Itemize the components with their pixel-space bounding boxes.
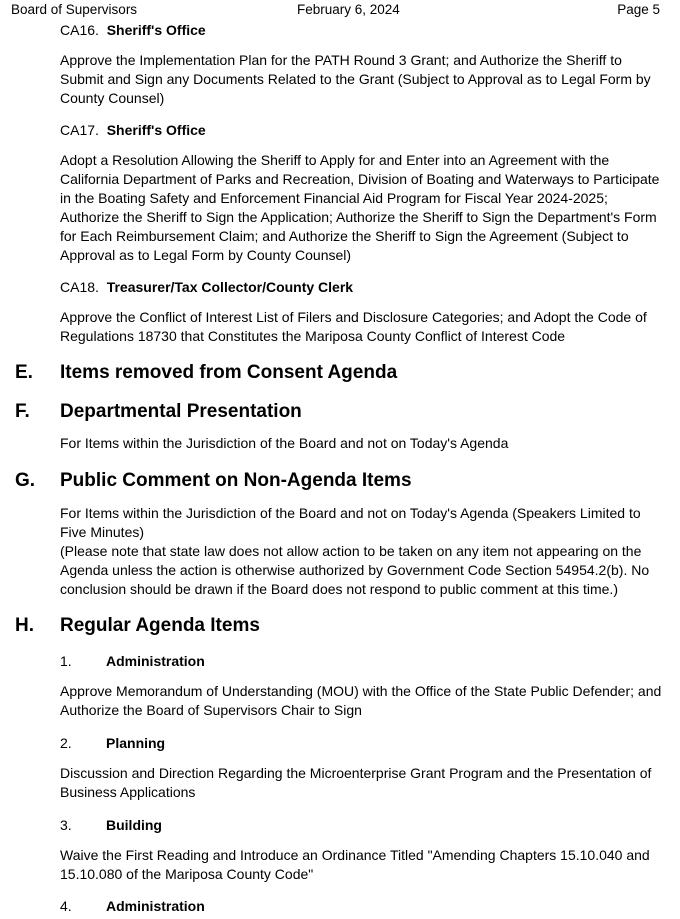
consent-item-ca17-description: Adopt a Resolution Allowing the Sheriff to Apply for and Enter into an Agreement with the California Department of Parks and Recreation, Division of Boating and Waterways to Participate in the Boating Safety and Enforcement Financial Aid Program for Fiscal Year 2024-2025; Authorize the Sheriff to Sign the Application; Authorize the Sheriff to Sign the Department's Form for Each Reimbursement Claim; and Authorize the Sheriff to Sign the Agreement (Subject to Approval as to Legal Form by County Counsel): [60, 152, 660, 263]
section-title: Departmental Presentation: [60, 401, 302, 422]
section-title: Public Comment on Non-Agenda Items: [60, 470, 412, 491]
header-board-name: Board of Supervisors: [11, 2, 138, 17]
regular-item-number: 4.: [60, 898, 72, 914]
consent-item-ca16-description: Approve the Implementation Plan for the PATH Round 3 Grant; and Authorize the Sheriff to Submit and Sign any Documents Related to the Grant (Subject to Approval as to Legal Form by County Counsel): [60, 52, 651, 106]
section-g-text-1: For Items within the Jurisdiction of the Board and not on Today's Agenda (Speakers Limited to Five Minutes): [60, 505, 641, 540]
regular-item-number: 1.: [60, 653, 72, 669]
regular-item-number: 3.: [60, 817, 72, 833]
consent-item-department: Sheriff's Office: [106, 22, 206, 38]
section-title: Regular Agenda Items: [60, 615, 260, 636]
section-f-text: For Items within the Jurisdiction of the Board and not on Today's Agenda: [60, 435, 509, 451]
section-letter: G.: [15, 470, 36, 491]
section-f-heading: [15, 400, 302, 424]
regular-item-number: 2.: [60, 735, 72, 751]
section-e-heading: [15, 361, 397, 385]
regular-item-department: Planning: [106, 735, 166, 751]
consent-item-ca16-heading: [60, 21, 206, 40]
regular-item-2-description: Discussion and Direction Regarding the Microenterprise Grant Program and the Presentation of Business Applications: [60, 765, 652, 800]
page-header: [11, 1, 660, 19]
section-letter: H.: [15, 615, 34, 636]
regular-item-1-description: Approve Memorandum of Understanding (MOU) with the Office of the State Public Defender; and Authorize the Board of Supervisors Chair to Sign: [60, 683, 662, 718]
section-letter: F.: [15, 401, 30, 422]
consent-item-department: Sheriff's Office: [106, 122, 206, 138]
regular-item-department: Administration: [106, 898, 205, 914]
consent-item-number: CA16.: [60, 22, 99, 38]
consent-item-number: CA17.: [60, 122, 99, 138]
regular-item-department: Building: [106, 817, 162, 833]
regular-item-1-heading: [60, 652, 205, 671]
consent-item-number: CA18.: [60, 279, 99, 295]
consent-item-ca18-heading: [60, 278, 353, 297]
regular-item-2-heading: [60, 734, 165, 753]
regular-item-department: Administration: [106, 653, 205, 669]
section-h-heading: [15, 614, 260, 638]
header-date: February 6, 2024: [297, 2, 400, 17]
section-g-text-2: (Please note that state law does not allow action to be taken on any item not appearing on the Agenda unless the action is otherwise authorized by Government Code Section 54954.2(b). No conclusion should be drawn if the Board does not respond to public comment at this time.): [60, 543, 650, 597]
regular-item-4-heading: [60, 897, 205, 916]
consent-item-department: Treasurer/Tax Collector/County Clerk: [106, 279, 354, 295]
regular-item-3-heading: [60, 816, 162, 835]
consent-item-ca18-description: Approve the Conflict of Interest List of Filers and Disclosure Categories; and Adopt the Code of Regulations 18730 that Constitutes the Mariposa County Conflict of Interest Code: [60, 309, 647, 344]
section-title: Items removed from Consent Agenda: [60, 362, 398, 383]
header-page-number: Page 5: [617, 2, 660, 17]
consent-item-ca17-heading: [60, 121, 206, 140]
regular-item-3-description: Waive the First Reading and Introduce an Ordinance Titled "Amending Chapters 15.10.040 and 15.10.080 of the Mariposa County Code": [60, 847, 650, 882]
section-letter: E.: [15, 362, 33, 383]
section-g-heading: [15, 469, 412, 493]
